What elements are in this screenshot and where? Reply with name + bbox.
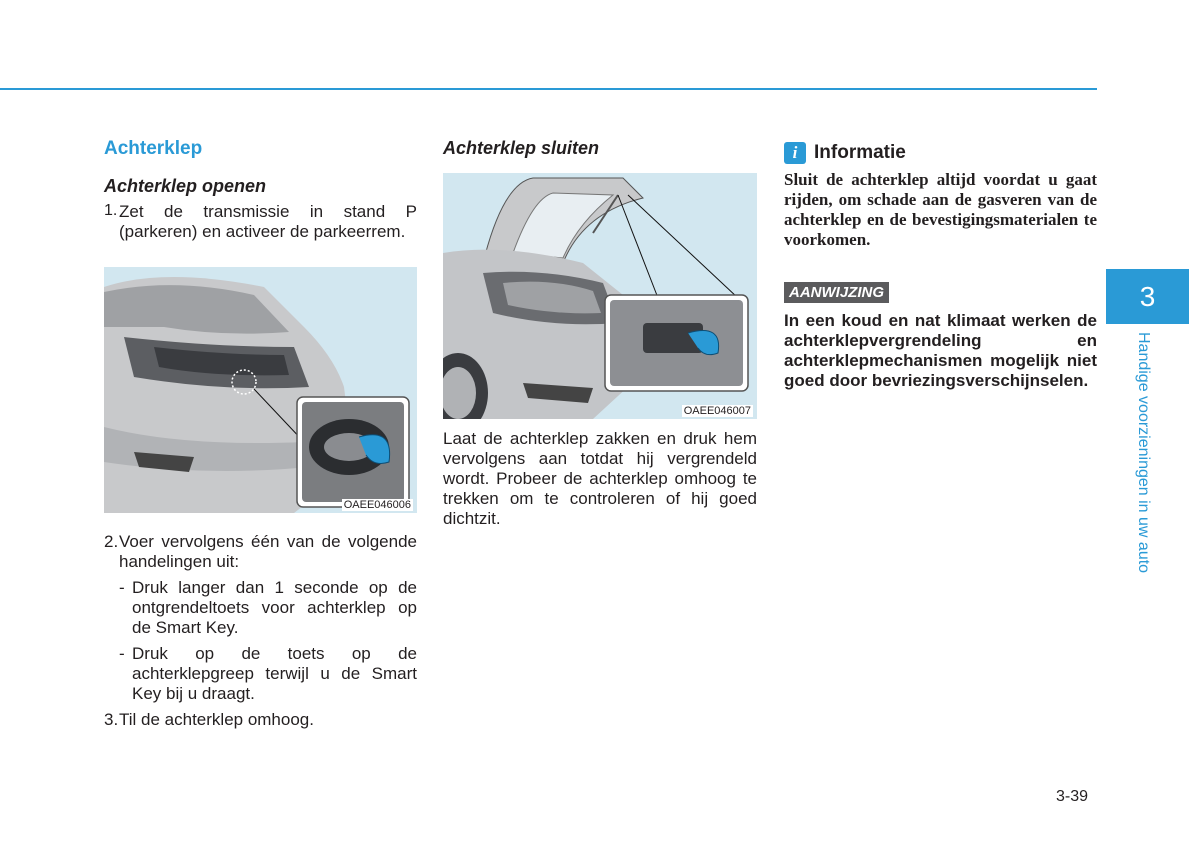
step-1 bbox=[104, 202, 417, 242]
open-tailgate-illustration bbox=[443, 173, 757, 419]
car-rear-illustration bbox=[104, 267, 417, 513]
step-2-number: 2. bbox=[104, 532, 119, 551]
step-3-number: 3. bbox=[104, 710, 119, 729]
close-subtitle: Achterklep sluiten bbox=[443, 138, 600, 158]
figure-code: OAEE046007 bbox=[683, 405, 751, 417]
info-header bbox=[784, 142, 1097, 164]
page-number: 3-39 bbox=[1056, 788, 1089, 805]
bullet-item bbox=[119, 578, 417, 638]
notice-badge: AANWIJZING bbox=[784, 282, 889, 303]
step-1-text: Zet de transmissie in stand P (parkeren) en activeer de parkeerrem. bbox=[119, 202, 417, 241]
column-close bbox=[443, 138, 757, 529]
section-title: Achterklep bbox=[104, 138, 203, 159]
bullet-dash: - bbox=[119, 578, 125, 597]
chapter-number-tab: 3 bbox=[1106, 269, 1189, 324]
header-rule bbox=[0, 88, 1097, 90]
figure-close-tailgate bbox=[443, 173, 757, 419]
bullet-dash: - bbox=[119, 644, 125, 663]
step-2 bbox=[104, 532, 417, 572]
column-notes bbox=[784, 138, 1097, 391]
figure-open-tailgate bbox=[104, 267, 417, 513]
step-3 bbox=[104, 710, 417, 730]
figure-code: OAEE046006 bbox=[343, 499, 411, 511]
chapter-title: Handige voorzieningen in uw auto bbox=[1135, 332, 1152, 574]
bullet-item bbox=[119, 644, 417, 704]
info-icon: i bbox=[784, 142, 806, 164]
step-1-number: 1. bbox=[104, 202, 118, 219]
open-subtitle: Achterklep openen bbox=[104, 176, 267, 196]
bullet-text: Druk langer dan 1 seconde op de ontgrendeltoets voor achterklep op de Smart Key. bbox=[132, 578, 417, 637]
bullet-text: Druk op de toets op de achterklepgreep terwijl u de Smart Key bij u draagt. bbox=[132, 644, 417, 703]
step-3-text: Til de achterklep omhoog. bbox=[119, 710, 314, 729]
column-open bbox=[104, 138, 417, 730]
info-title: Informatie bbox=[814, 142, 906, 163]
notice-text: In een koud en nat klimaat werken de achterklepvergrendeling en achterklepmechanismen mogelijk niet goed door bevriezingsverschijnselen. bbox=[784, 311, 1097, 390]
close-text: Laat de achterklep zakken en druk hem vervolgens aan totdat hij vergrendeld wordt. Probeer de achterklep omhoog te trekken om te controleren of hij goed dichtzit. bbox=[443, 429, 757, 528]
step-2-text: Voer vervolgens één van de volgende handelingen uit: bbox=[119, 532, 417, 571]
info-text: Sluit de achterklep altijd voordat u gaat rijden, om schade aan de gasveren van de achterklep en de bevestigingsmaterialen te voorkomen. bbox=[784, 170, 1097, 249]
